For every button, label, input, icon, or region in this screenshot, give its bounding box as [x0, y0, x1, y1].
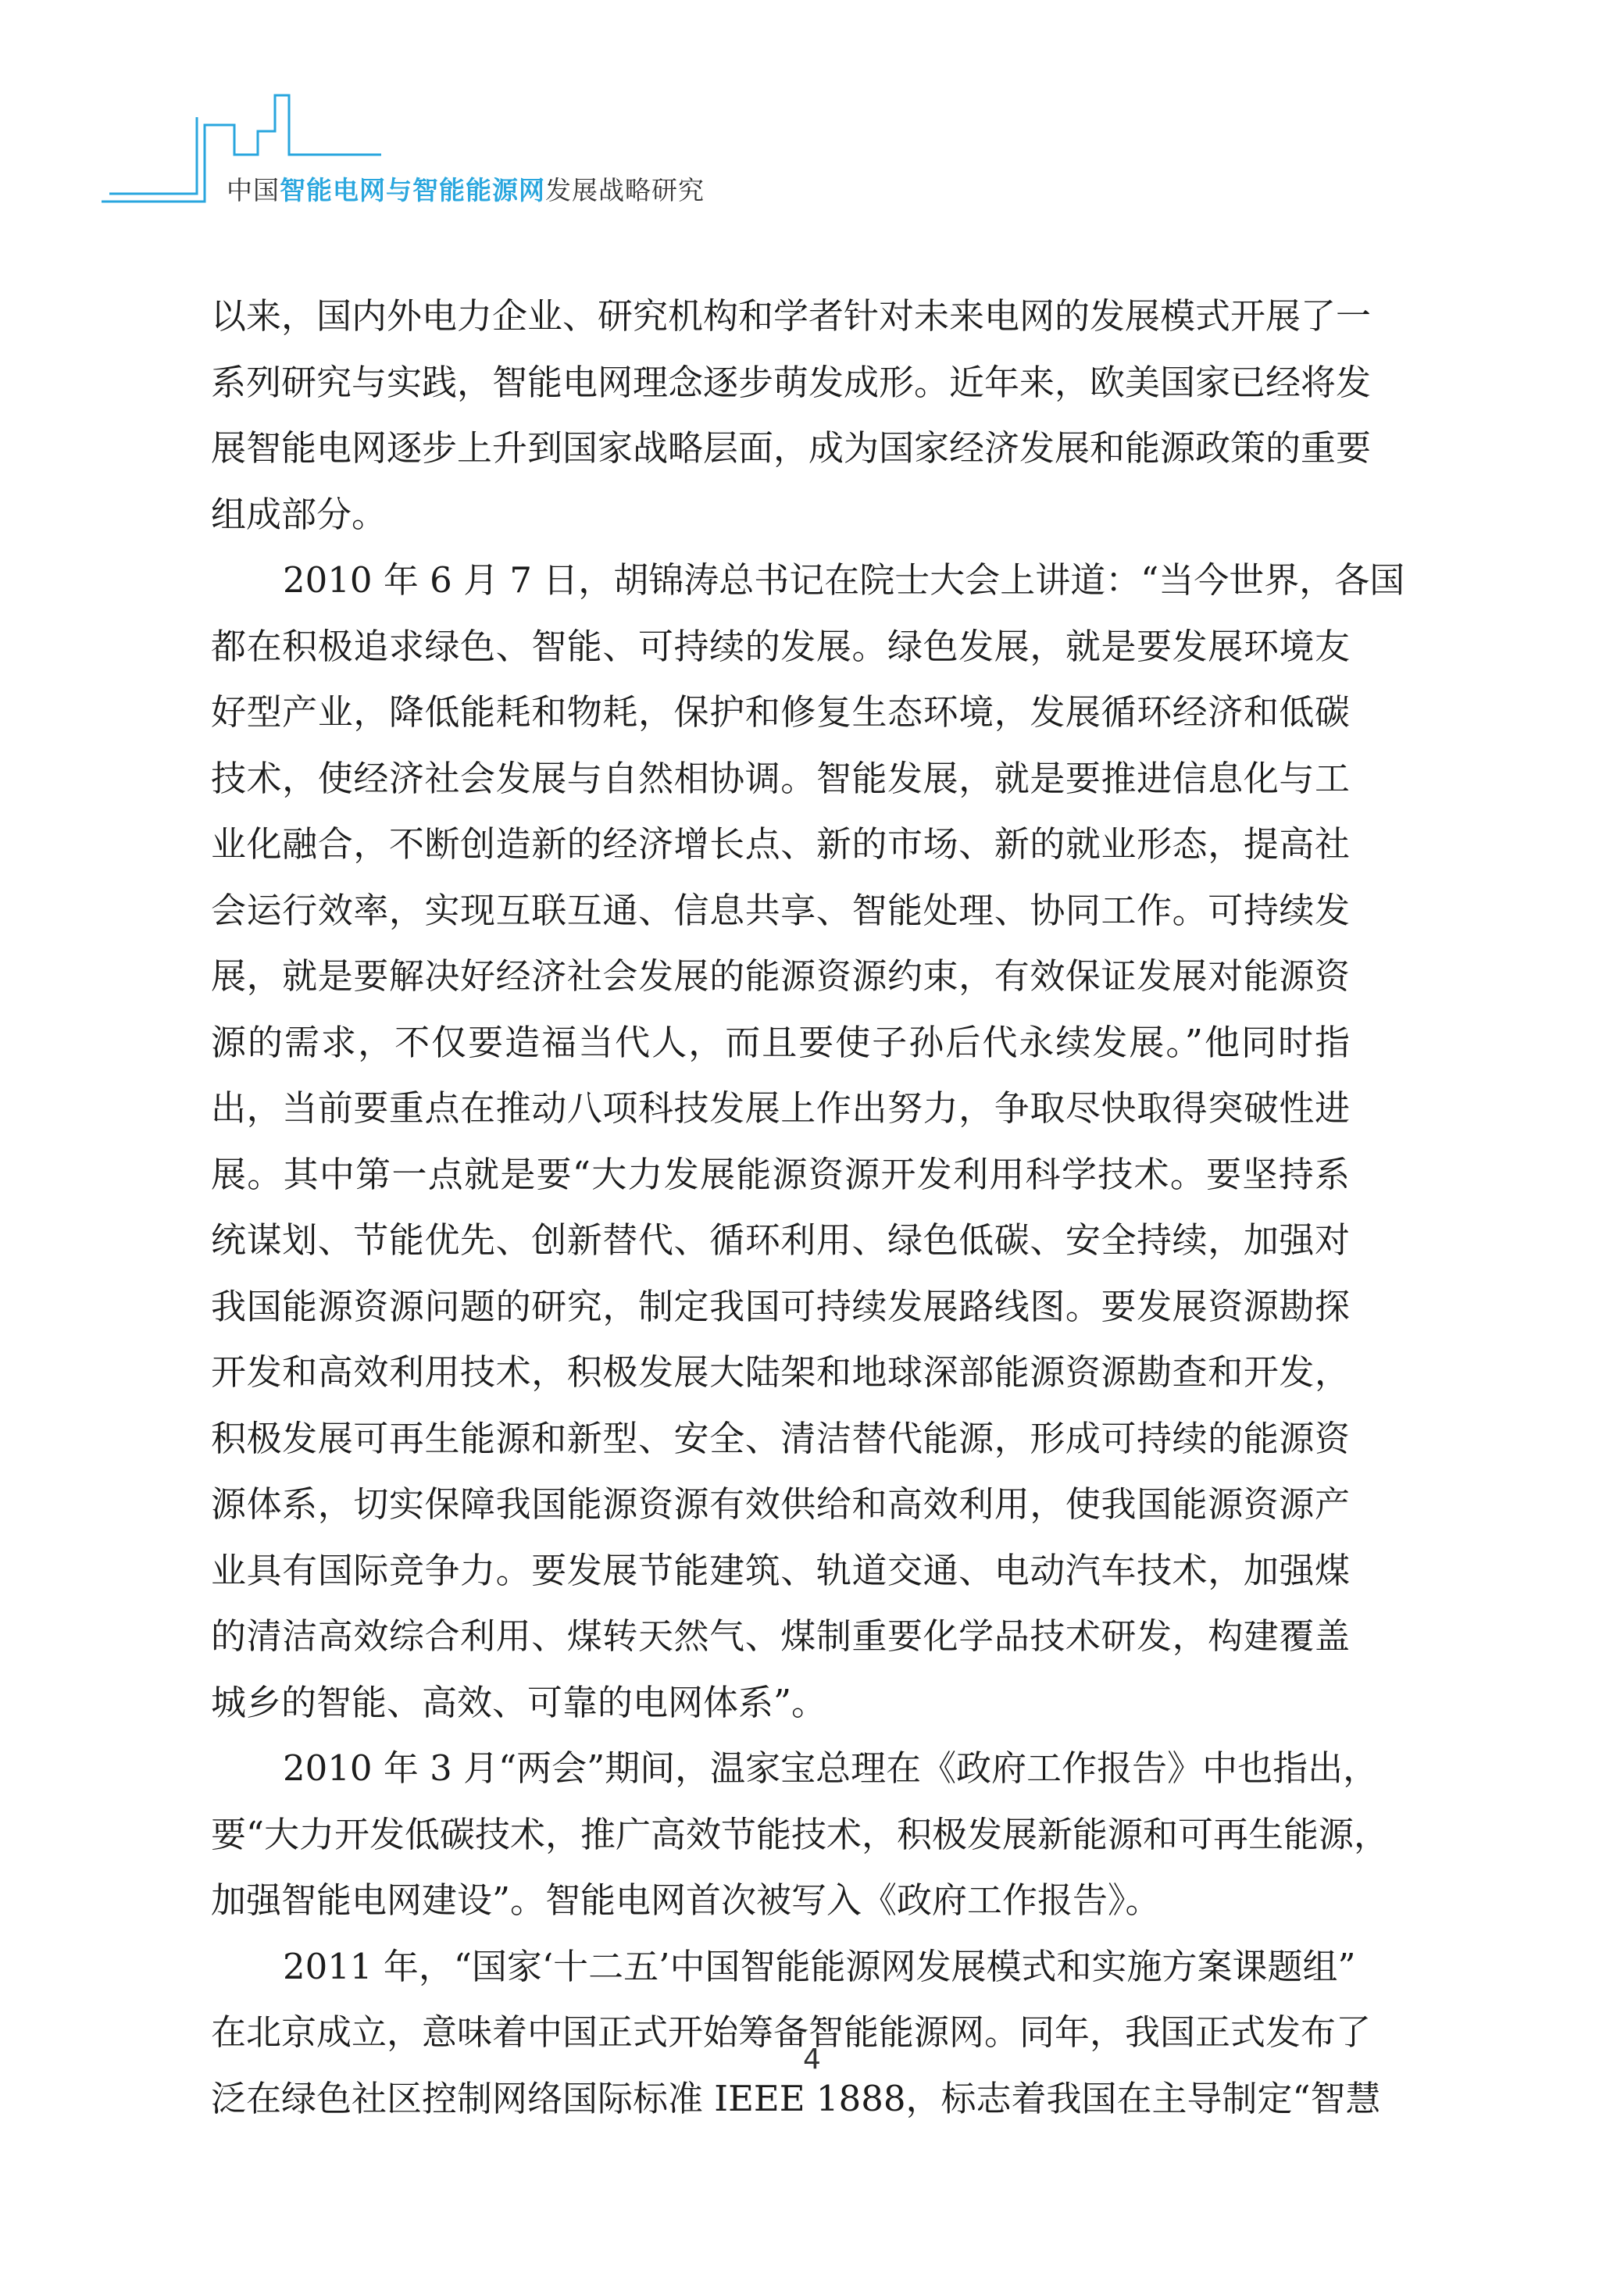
text-line: 2010 年 3 月“两会”期间，温家宝总理在《政府工作报告》中也指出， [283, 1747, 1379, 1789]
text-line: 以来，国内外电力企业、研究机构和学者针对未来电网的发展模式开展了一 [211, 295, 1372, 337]
text-line: 城乡的智能、高效、可靠的电网体系”。 [211, 1681, 827, 1723]
header-book-title [227, 170, 705, 207]
text-line: 技术，使经济社会发展与自然相协调。智能发展，就是要推进信息化与工 [211, 757, 1350, 799]
text-line: 展智能电网逐步上升到国家战略层面，成为国家经济发展和能源政策的重要 [211, 427, 1372, 469]
text-line: 会运行效率，实现互联互通、信息共享、智能处理、协同工作。可持续发 [211, 889, 1350, 931]
body-text [211, 284, 1405, 2132]
text-line: 都在积极追求绿色、智能、可持续的发展。绿色发展，就是要发展环境友 [211, 625, 1350, 667]
header-title-prefix: 中国 [227, 175, 280, 205]
text-line: 积极发展可再生能源和新型、安全、清洁替代能源，形成可持续的能源资 [211, 1417, 1350, 1459]
text-line: 加强智能电网建设”。智能电网首次被写入《政府工作报告》。 [211, 1879, 1161, 1921]
text-line: 2010 年 6 月 7 日，胡锦涛总书记在院士大会上讲道：“当今世界，各国 [283, 559, 1405, 601]
text-line: 要“大力开发低碳技术，推广高效节能技术，积极发展新能源和可再生能源， [211, 1813, 1390, 1855]
text-line: 业具有国际竞争力。要发展节能建筑、轨道交通、电动汽车技术，加强煤 [211, 1549, 1350, 1591]
text-line: 我国能源资源问题的研究，制定我国可持续发展路线图。要发展资源勘探 [211, 1285, 1350, 1327]
page-number: 4 [803, 2043, 821, 2075]
text-line: 源体系，切实保障我国能源资源有效供给和高效利用，使我国能源资源产 [211, 1483, 1350, 1525]
text-line: 系列研究与实践，智能电网理念逐步萌发成形。近年来，欧美国家已经将发 [211, 361, 1372, 403]
paragraph [211, 1736, 1390, 1934]
text-line: 泛在绿色社区控制网络国际标准 IEEE 1888，标志着我国在主导制定“智慧 [211, 2077, 1381, 2119]
skyline-inner-line [109, 117, 197, 194]
header-title-suffix: 发展战略研究 [545, 175, 705, 205]
header-title-accent: 智能电网与智能能源网 [280, 175, 545, 205]
text-line: 出，当前要重点在推动八项科技发展上作出努力，争取尽快取得突破性进 [211, 1087, 1350, 1129]
text-line: 统谋划、节能优先、创新替代、循环利用、绿色低碳、安全持续，加强对 [211, 1219, 1350, 1261]
text-line: 开发和高效利用技术，积极发展大陆架和地球深部能源资源勘查和开发， [211, 1351, 1350, 1393]
text-line: 组成部分。 [211, 493, 387, 535]
paragraph [211, 1934, 1381, 2133]
text-line: 的清洁高效综合利用、煤转天然气、煤制重要化学品技术研发，构建覆盖 [211, 1615, 1350, 1657]
paragraph [211, 548, 1405, 1736]
text-line: 展，就是要解决好经济社会发展的能源资源约束，有效保证发展对能源资 [211, 955, 1350, 997]
text-line: 在北京成立，意味着中国正式开始筹备智能能源网。同年，我国正式发布了 [211, 2011, 1372, 2053]
text-line: 源的需求，不仅要造福当代人，而且要使子孙后代永续发展。”他同时指 [211, 1021, 1350, 1063]
text-line: 2011 年，“国家‘十二五’中国智能能源网发展模式和实施方案课题组” [283, 1945, 1356, 1987]
text-line: 展。其中第一点就是要“大力发展能源资源开发利用科学技术。要坚持系 [211, 1153, 1350, 1195]
text-line: 好型产业，降低能耗和物耗，保护和修复生态环境，发展循环经济和低碳 [211, 691, 1350, 733]
paragraph [211, 284, 1372, 548]
text-line: 业化融合，不断创造新的经济增长点、新的市场、新的就业形态，提高社 [211, 823, 1350, 865]
